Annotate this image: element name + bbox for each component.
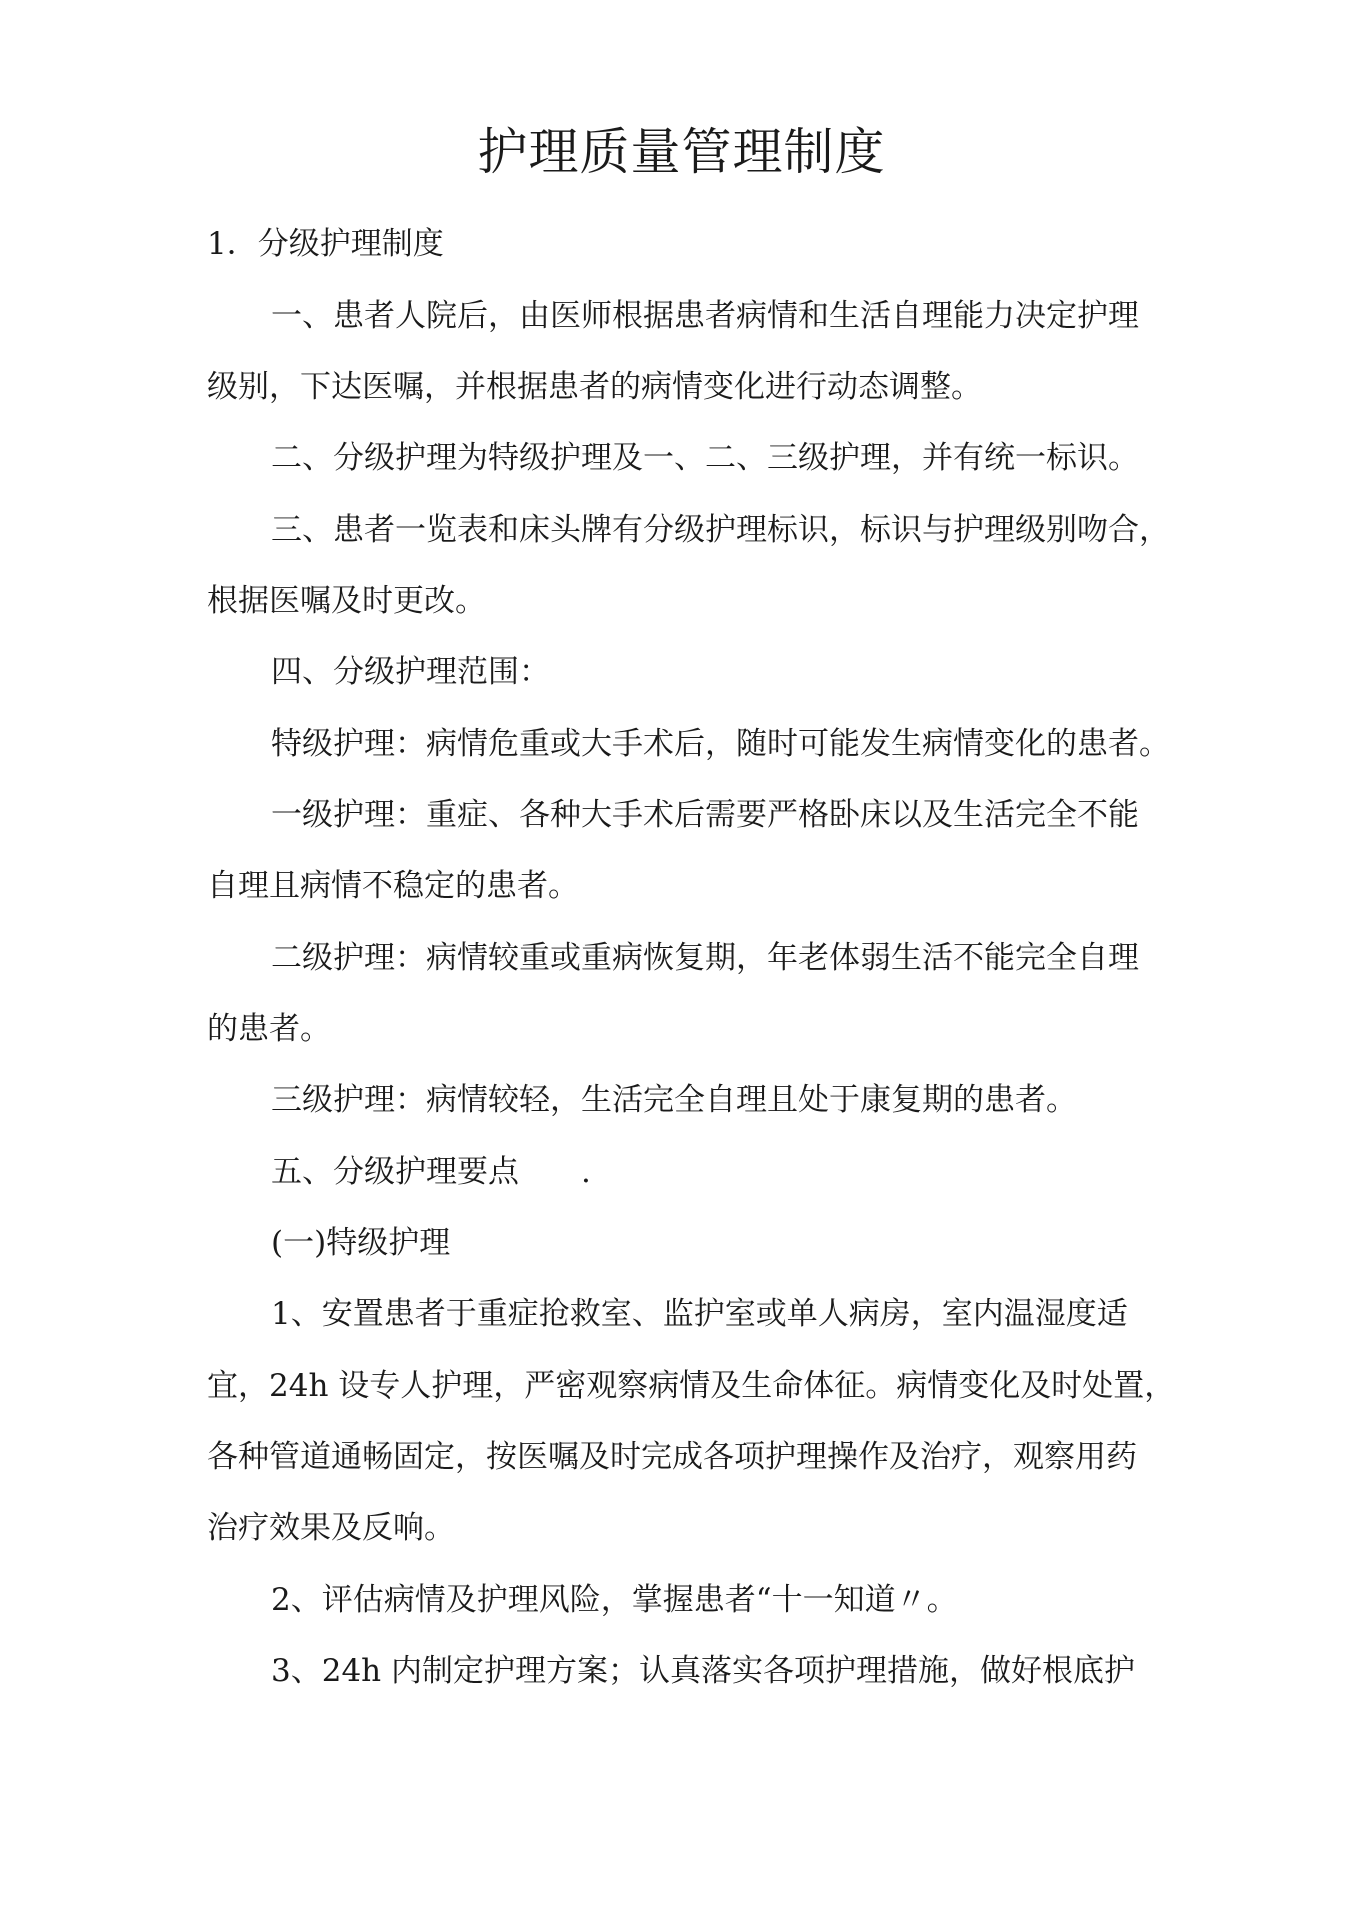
paragraph-line: 三级护理：病情较轻，生活完全自理且处于康复期的患者。 bbox=[271, 1082, 1077, 1118]
paragraph-line: 二级护理：病情较重或重病恢复期，年老体弱生活不能完全自理 bbox=[271, 940, 1139, 976]
paragraph-line: 自理且病情不稳定的患者。 bbox=[207, 868, 579, 904]
paragraph-line: 一、患者人院后，由医师根据患者病情和生活自理能力决定护理 bbox=[271, 298, 1139, 334]
paragraph-line: 3、24h 内制定护理方案；认真落实各项护理措施，做好根底护 bbox=[271, 1653, 1135, 1689]
paragraph-line: 二、分级护理为特级护理及一、二、三级护理，并有统一标识。 bbox=[271, 440, 1139, 476]
paragraph-line: 1、安置患者于重症抢救室、监护室或单人病房，室内温湿度适 bbox=[271, 1296, 1128, 1332]
paragraph-line: 四、分级护理范围： bbox=[271, 654, 550, 690]
document-title: 护理质量管理制度 bbox=[477, 123, 886, 181]
paragraph-line: 一级护理：重症、各种大手术后需要严格卧床以及生活完全不能 bbox=[271, 797, 1139, 833]
paragraph-line: 五、分级护理要点 . bbox=[271, 1154, 591, 1190]
paragraph-line: 宜，24h 设专人护理，严密观察病情及生命体征。病情变化及时处置， bbox=[207, 1368, 1176, 1404]
paragraph-line: 级别，下达医嘱，并根据患者的病情变化进行动态调整。 bbox=[207, 369, 982, 405]
paragraph-line: 特级护理：病情危重或大手术后，随时可能发生病情变化的患者。 bbox=[271, 726, 1170, 762]
paragraph-line: 根据医嘱及时更改。 bbox=[207, 583, 486, 619]
subsection-heading: (一)特级护理 bbox=[271, 1225, 451, 1261]
paragraph-line: 治疗效果及反响。 bbox=[207, 1510, 455, 1546]
paragraph-line: 各种管道通畅固定，按医嘱及时完成各项护理操作及治疗，观察用药 bbox=[207, 1439, 1137, 1475]
section-heading: 1．分级护理制度 bbox=[207, 226, 444, 262]
paragraph-line: 三、患者一览表和床头牌有分级护理标识，标识与护理级别吻合， bbox=[271, 512, 1170, 548]
paragraph-line: 2、评估病情及护理风险，掌握患者“十一知道〃。 bbox=[271, 1582, 958, 1618]
paragraph-line: 的患者。 bbox=[207, 1011, 331, 1047]
